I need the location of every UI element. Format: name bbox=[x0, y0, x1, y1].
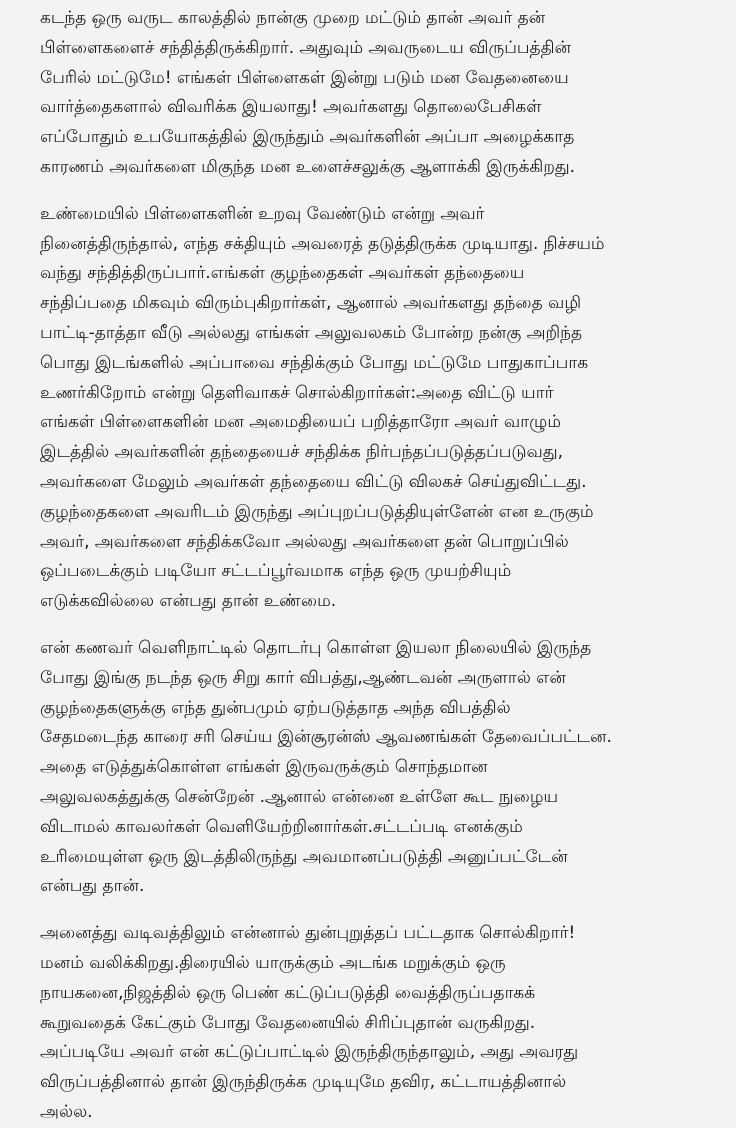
text-line: நாயகனை,நிஜத்தில் ஒரு பெண் கட்டுப்படுத்தி வைத்திருப்பதாகக் bbox=[40, 982, 536, 1003]
text-line: அப்படியே அவர் என் கட்டுப்பாட்டில் இருந்திருந்தாலும், அது அவரது bbox=[40, 1042, 579, 1063]
paragraph-2 bbox=[40, 200, 720, 617]
text-line: அவர்களை மேலும் அவர்கள் தந்தையை விட்டு விலகச் செய்துவிட்டது. bbox=[40, 471, 587, 492]
text-line: என் கணவர் வெளிநாட்டில் தொடர்பு கொள்ள இயலா நிலையில் இருந்த bbox=[40, 637, 592, 658]
text-line: மனம் வலிக்கிறது.திரையில் யாருக்கும் அடங்க மறுக்கும் ஒரு bbox=[40, 952, 506, 973]
text-line: அல்ல. bbox=[40, 1101, 93, 1122]
text-line: அதை எடுத்துக்கொள்ள எங்கள் இருவருக்கும் சொந்தமான bbox=[40, 757, 488, 778]
text-line: உரிமையுள்ள ஒரு இடத்திலிருந்து அவமானப்படுத்தி அனுப்பட்டேன் bbox=[40, 846, 568, 867]
text-line: பொது இடங்களில் அப்பாவை சந்திக்கும் போது மட்டுமே பாதுகாப்பாக bbox=[40, 352, 589, 373]
text-line: காரணம் அவர்களை மிகுந்த மன உளைச்சலுக்கு ஆளாக்கி இருக்கிறது. bbox=[40, 156, 575, 177]
text-line: வந்து சந்தித்திருப்பார்.எங்கள் குழந்தைகள் அவர்கள் தந்தையை bbox=[40, 263, 525, 284]
text-line: பாட்டி-தாத்தா வீடு அல்லது எங்கள் அலுவலகம் போன்ற நன்கு அறிந்த bbox=[40, 322, 583, 343]
text-line: எங்கள் பிள்ளைகளின் மன அமைதியைப் பறித்தாரோ அவர் வாழும் bbox=[40, 412, 561, 433]
text-line: குழந்தைகளை அவரிடம் இருந்து அப்புறப்படுத்தியுள்ளேன் என உருகும் bbox=[40, 501, 594, 522]
text-line: என்பது தான். bbox=[40, 876, 145, 897]
text-line: இடத்தில் அவர்களின் தந்தையைச் சந்திக்க நிர்பந்தப்படுத்தப்படுவது, bbox=[40, 442, 563, 463]
text-line: பேரில் மட்டுமே! எங்கள் பிள்ளைகள் இன்று படும் மன வேதனையை bbox=[40, 67, 569, 88]
text-line: விடாமல் காவலர்கள் வெளியேற்றினார்கள்.சட்டப்படி எனக்கும் bbox=[40, 816, 523, 837]
text-line: உணர்கிறோம் என்று தெளிவாகச் சொல்கிறார்கள்:அதை விட்டு யார் bbox=[40, 382, 554, 403]
paragraph-1 bbox=[40, 4, 720, 183]
text-line: பிள்ளைகளைச் சந்தித்திருக்கிறார். அதுவும் அவருடைய விருப்பத்தின் bbox=[40, 37, 572, 58]
paragraph-4 bbox=[40, 919, 720, 1128]
text-line: அனைத்து வடிவத்திலும் என்னால் துன்புறுத்தப் பட்டதாக சொல்கிறார்! bbox=[40, 923, 576, 944]
text-line: உண்மையில் பிள்ளைகளின் உறவு வேண்டும் என்று அவர் bbox=[40, 203, 485, 224]
text-line: கடந்த ஒரு வருட காலத்தில் நான்கு முறை மட்டும் தான் அவர் தன் bbox=[40, 8, 546, 28]
text-line: ஒப்படைக்கும் படியோ சட்டப்பூர்வமாக எந்த ஒரு முயற்சியும் bbox=[40, 561, 512, 582]
text-line: சந்திப்பதை மிகவும் விரும்புகிறார்கள், ஆனால் அவர்களது தந்தை வழி bbox=[40, 293, 582, 314]
text-line: அவர், அவர்களை சந்திக்கவோ அல்லது அவர்களை தன் பொறுப்பில் bbox=[40, 531, 569, 552]
text-line: நினைத்திருந்தால், எந்த சக்தியும் அவரைத் தடுத்திருக்க முடியாது. நிச்சயம் bbox=[40, 233, 605, 254]
text-line: எடுக்கவில்லை என்பது தான் உண்மை. bbox=[40, 591, 337, 612]
paragraph-3 bbox=[40, 634, 720, 902]
text-line: போது இங்கு நடந்த ஒரு சிறு கார் விபத்து,ஆண்டவன் அருளால் என் bbox=[40, 667, 566, 688]
text-line: எப்போதும் உபயோகத்தில் இருந்தும் அவர்களின் அப்பா அழைக்காத bbox=[40, 127, 575, 148]
text-line: விருப்பத்தினால் தான் இருந்திருக்க முடியுமே தவிர, கட்டாயத்தினால் bbox=[40, 1072, 567, 1093]
text-line: வார்த்தைகளால் விவரிக்க இயலாது! அவர்களது தொலைபேசிகள் bbox=[40, 97, 542, 118]
text-line: சேதமடைந்த காரை சரி செய்ய இன்சூரன்ஸ் ஆவணங்கள் தேவைப்பட்டன. bbox=[40, 727, 612, 748]
text-line: கூறுவதைக் கேட்கும் போது வேதனையில் சிரிப்புதான் வருகிறது. bbox=[40, 1012, 536, 1033]
text-line: குழந்தைகளுக்கு எந்த துன்பமும் ஏற்படுத்தாத அந்த விபத்தில் bbox=[40, 697, 511, 718]
text-line: அலுவலகத்துக்கு சென்றேன் .ஆனால் என்னை உள்ளே கூட நுழைய bbox=[40, 786, 559, 807]
